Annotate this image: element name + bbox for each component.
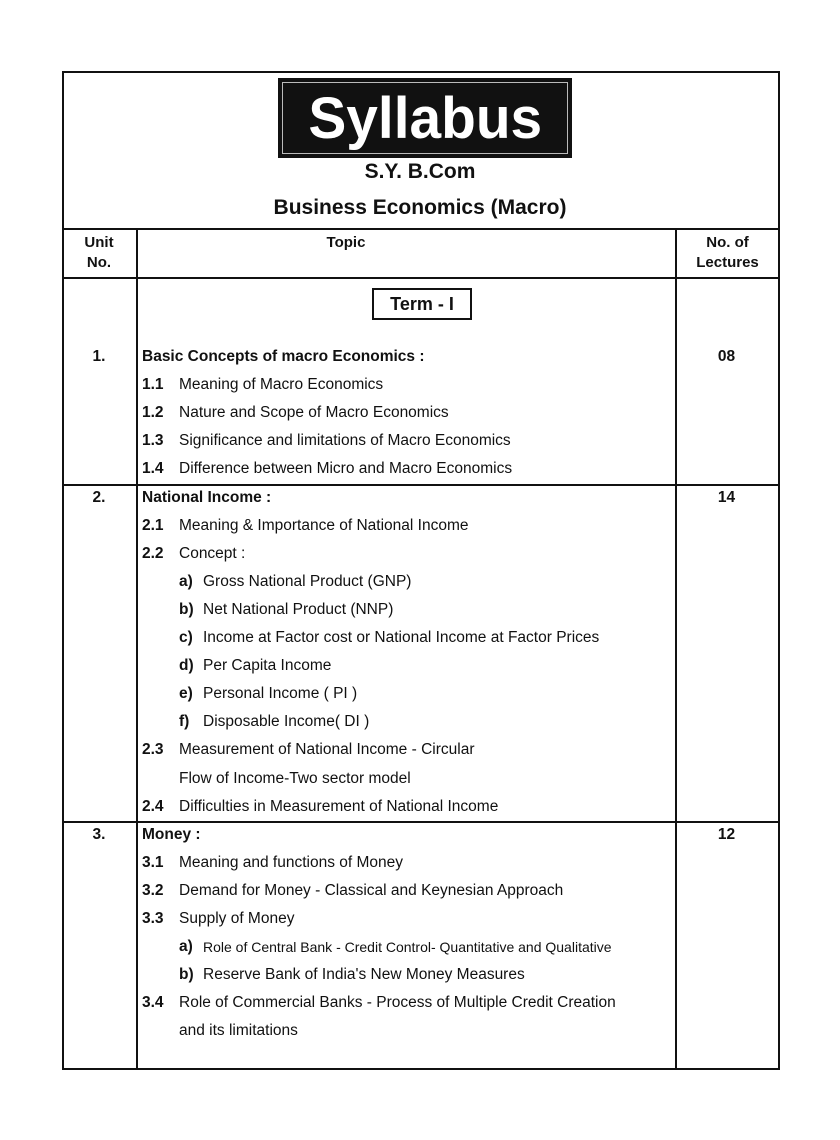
topic-text: Difficulties in Measurement of National Income [179, 797, 499, 815]
lecture-count: 12 [717, 825, 736, 843]
subtopic-text: Personal Income ( PI ) [203, 685, 358, 703]
syllabus-logo [278, 78, 572, 158]
subtopic-letter: e) [179, 685, 193, 703]
unit-title: Money : [142, 825, 201, 843]
topic-number: 3.2 [142, 881, 164, 899]
subtopic-letter: a) [179, 572, 193, 590]
topic-number: 3.4 [142, 994, 164, 1012]
subtopic-text: Reserve Bank of India's New Money Measures [203, 966, 525, 984]
topic-number: 2.4 [142, 797, 164, 815]
subtopic-letter: b) [179, 600, 194, 618]
topic-number: 2.2 [142, 544, 164, 562]
topic-text: Demand for Money - Classical and Keynesian Approach [179, 881, 564, 899]
topic-number: 1.2 [142, 404, 164, 422]
column-header-lectures [677, 233, 778, 273]
topic-text: Measurement of National Income - Circular [179, 741, 475, 759]
subtopic-text: Income at Factor cost or National Income at Factor Prices [203, 629, 600, 646]
course-title: S.Y. B.Com [364, 160, 476, 183]
subtopic-text: Disposable Income( DI ) [203, 713, 370, 731]
topic-number: 2.3 [142, 741, 164, 759]
column-header-unit [62, 233, 136, 273]
syllabus-table-border [62, 71, 780, 1070]
column-header-topic: Topic [326, 234, 366, 251]
subtopic-letter: d) [179, 657, 194, 675]
unit-number: 2. [92, 488, 106, 506]
unit-header-line2: No. [86, 254, 112, 271]
divider [62, 228, 778, 230]
topic-text: Meaning of Macro Economics [179, 376, 384, 394]
subtopic-letter: a) [179, 938, 193, 956]
topic-number: 1.4 [142, 460, 164, 478]
lectures-header-line1: No. of [706, 234, 749, 251]
lecture-count: 14 [717, 488, 736, 506]
column-divider [136, 228, 138, 1068]
topic-number: 1.3 [142, 432, 164, 450]
subtopic-letter: f) [179, 713, 190, 731]
unit-number: 1. [92, 348, 106, 365]
subtopic-text: Role of Central Bank - Credit Control- Quantitative and Qualitative [203, 939, 612, 956]
topic-text: Difference between Micro and Macro Economics [179, 460, 513, 478]
subtopic-text: Per Capita Income [203, 657, 332, 675]
unit-title: Basic Concepts of macro Economics : [142, 348, 425, 365]
divider [62, 277, 778, 279]
term-label: Term - I [372, 288, 472, 320]
topic-text: Meaning & Importance of National Income [179, 516, 469, 534]
topic-number: 2.1 [142, 516, 164, 534]
topic-text: Significance and limitations of Macro Economics [179, 432, 511, 450]
topic-number: 3.1 [142, 853, 164, 871]
unit-number: 3. [92, 825, 106, 843]
subtopic-letter: c) [179, 629, 193, 646]
topic-text: Nature and Scope of Macro Economics [179, 404, 449, 422]
unit-header-line1: Unit [84, 234, 114, 251]
topic-text: Role of Commercial Banks - Process of Multiple Credit Creation [179, 994, 616, 1012]
topic-text: Flow of Income-Two sector model [179, 769, 411, 787]
logo-text: Syllabus [308, 85, 542, 151]
subtopic-text: Net National Product (NNP) [203, 600, 394, 618]
topic-number: 3.3 [142, 910, 164, 927]
topic-text: and its limitations [179, 1022, 298, 1040]
unit-title: National Income : [142, 488, 272, 506]
topic-text: Supply of Money [179, 910, 295, 927]
topic-text: Concept : [179, 544, 246, 562]
lectures-header-line2: Lectures [696, 254, 759, 271]
subtopic-letter: b) [179, 966, 194, 984]
subtopic-text: Gross National Product (GNP) [203, 572, 412, 590]
lecture-count: 08 [717, 348, 736, 365]
subject-title: Business Economics (Macro) [273, 196, 567, 219]
topic-number: 1.1 [142, 376, 164, 394]
topic-text: Meaning and functions of Money [179, 853, 404, 871]
